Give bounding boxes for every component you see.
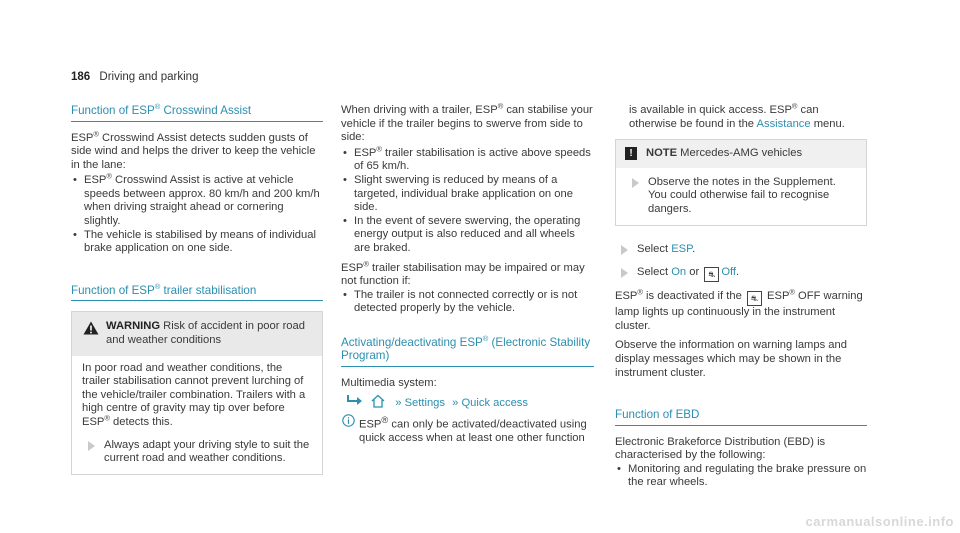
note-text: Mercedes-AMG vehicles xyxy=(677,147,803,160)
heading-activating-esp: Activating/deactivating ESP® (Electronic Stability Program) xyxy=(341,336,594,367)
select-on-off-step: Select On or ⛐ Off. xyxy=(615,266,867,282)
multimedia-label: Multimedia system: xyxy=(341,376,437,389)
trailer-intro: When driving with a trailer, ESP® can stabilise your vehicle if the trailer begins to swerve from side to side: xyxy=(341,101,593,144)
trailer-list xyxy=(341,144,594,256)
quick-access-continued: is available in quick access. ESP® can otherwise be found in the Assistance menu. xyxy=(629,101,845,130)
heading-crosswind-assist: Function of ESP® Crosswind Assist xyxy=(71,104,323,122)
observe-paragraph: Observe the information on warning lamps and display messages which may be shown in the instrument cluster. xyxy=(615,339,847,379)
esp-off-warning-icon: ⛐ xyxy=(747,291,762,306)
warning-body xyxy=(72,356,322,474)
nav-settings[interactable]: Settings xyxy=(404,396,445,409)
list-item: • In the event of severe swerving, the operating energy output is also reduced and all wheels are braked. xyxy=(341,215,594,256)
impaired-list xyxy=(341,289,594,316)
info-note: ESP® can only be activated/deactivated using quick access when at least one other function xyxy=(341,414,594,446)
list-item: • ESP® trailer stabilisation is active above speeds of 65 km/h. xyxy=(341,147,594,174)
list-item: • The trailer is not connected correctly or is not detected properly by the vehicle. xyxy=(341,289,594,316)
info-icon xyxy=(342,414,355,427)
deactivated-paragraph: ESP® is deactivated if the ⛐ ESP® OFF warning lamp lights up continuously in the instrument cluster. xyxy=(615,287,863,332)
path-arrow-icon xyxy=(347,395,363,407)
step-arrow-icon xyxy=(632,178,639,188)
list-item: • ESP® Crosswind Assist is active at vehicle speeds between approx. 80 km/h and 200 km/h when driving straight ahead or cornering slightly. xyxy=(71,174,323,228)
column-2 xyxy=(341,101,594,446)
section-name: Driving and parking xyxy=(99,71,199,83)
column-3 xyxy=(615,101,867,490)
impaired-paragraph: ESP® trailer stabilisation may be impaired or may not function if: xyxy=(341,258,585,288)
page-header xyxy=(71,71,198,85)
list-item: • The vehicle is stabilised by means of individual brake application on one side. xyxy=(71,229,323,256)
list-item: • Slight swerving is reduced by means of a targeted, individual brake application on one side. xyxy=(341,174,594,215)
watermark: carmanualsonline.info xyxy=(805,514,954,530)
column-1 xyxy=(71,104,323,475)
ebd-list xyxy=(615,463,867,490)
note-header xyxy=(616,140,866,168)
page-number: 186 xyxy=(71,71,91,83)
warning-label: WARNING xyxy=(106,320,161,333)
note-step: Observe the notes in the Supplement. You could otherwise fail to recognise dangers. xyxy=(626,176,856,217)
note-body xyxy=(616,168,866,225)
esp-off-icon: ⛐ xyxy=(704,267,719,282)
warning-step: Always adapt your driving style to suit the current road and weather conditions. xyxy=(82,439,312,466)
ebd-intro: Electronic Brakeforce Distribution (EBD) is characterised by the following: xyxy=(615,435,826,462)
assistance-link[interactable]: Assistance xyxy=(756,117,811,130)
on-option[interactable]: On xyxy=(671,266,687,279)
step-arrow-icon xyxy=(621,268,628,278)
crosswind-list xyxy=(71,171,323,256)
warning-box xyxy=(71,311,323,474)
crosswind-intro: ESP® Crosswind Assist detects sudden gusts of side wind and helps the driver to keep the vehicle in the lane: xyxy=(71,128,316,171)
warning-paragraph: In poor road and weather conditions, the trailer stabilisation cannot prevent lurching of the vehicle/trailer combination. Trailers with a high centre of gravity may tip over before ESP® detects this. xyxy=(82,361,306,428)
exclamation-icon: ! xyxy=(625,147,637,160)
step-arrow-icon xyxy=(88,441,95,451)
note-box xyxy=(615,139,867,225)
warning-text: Risk of accident in poor road and weather conditions xyxy=(106,320,305,346)
heading-function-of-ebd: Function of EBD xyxy=(615,408,867,426)
nav-quick-access[interactable]: Quick access xyxy=(461,396,528,409)
note-label: NOTE xyxy=(646,147,678,160)
step-arrow-icon xyxy=(621,245,628,255)
select-esp-step: Select ESP. xyxy=(615,243,867,257)
warning-header xyxy=(72,312,322,355)
off-option[interactable]: Off xyxy=(721,266,737,279)
esp-menu-item[interactable]: ESP xyxy=(671,242,693,255)
warning-triangle-icon xyxy=(83,321,99,335)
nav-path: » Settings » Quick access xyxy=(341,394,594,411)
home-icon[interactable] xyxy=(370,394,386,408)
list-item: • Monitoring and regulating the brake pressure on the rear wheels. xyxy=(615,463,867,490)
heading-trailer-stabilisation: Function of ESP® trailer stabilisation xyxy=(71,284,323,302)
